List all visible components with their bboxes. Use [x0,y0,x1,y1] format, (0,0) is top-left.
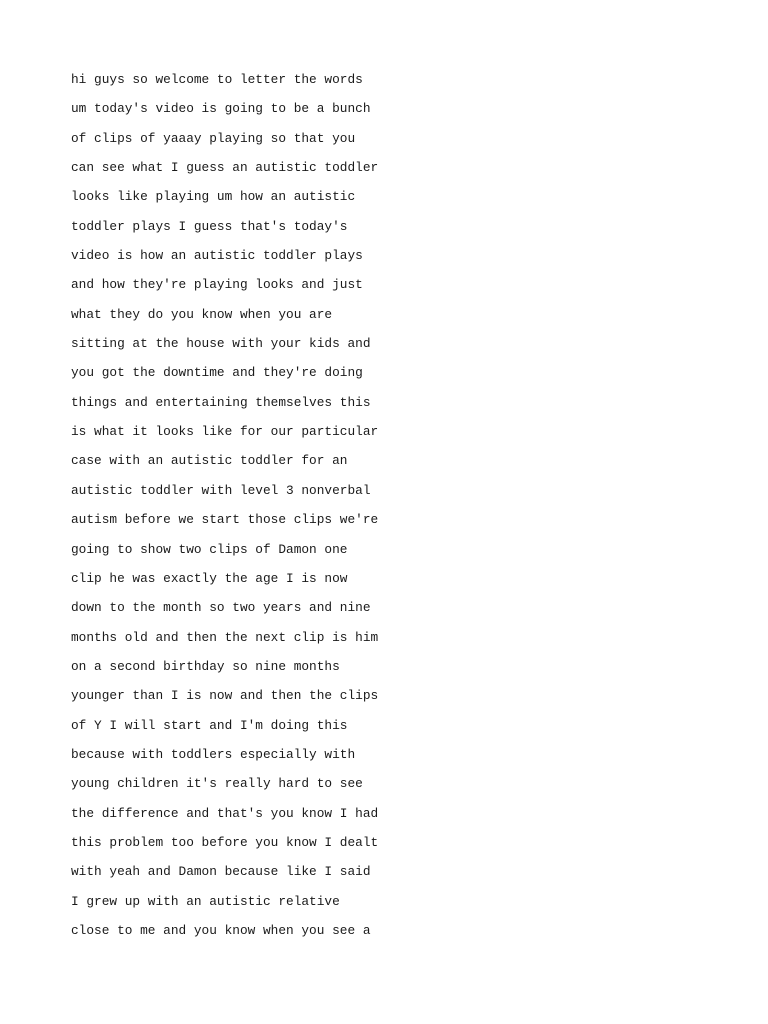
transcript-line: young children it's really hard to see [71,776,363,792]
transcript-line: the difference and that's you know I had [71,805,379,821]
transcript-line: because with toddlers especially with [71,746,356,762]
transcript-line: on a second birthday so nine months [71,658,340,674]
transcript-line: video is how an autistic toddler plays [71,248,363,264]
transcript-line: things and entertaining themselves this [71,394,371,410]
transcript-line: autistic toddler with level 3 nonverbal [71,482,371,498]
transcript-line: younger than I is now and then the clips [71,688,379,704]
transcript-line: I grew up with an autistic relative [71,893,340,909]
transcript-line: what they do you know when you are [71,306,333,322]
transcript-line: looks like playing um how an autistic [71,189,356,205]
transcript-line: hi guys so welcome to letter the words [71,72,363,87]
transcript-line: months old and then the next clip is him [71,629,379,645]
transcript-line: um today's video is going to be a bunch [71,101,371,117]
transcript-line: sitting at the house with your kids and [71,336,371,352]
transcript-line: going to show two clips of Damon one [71,541,348,557]
transcript-line: can see what I guess an autistic toddler [71,160,379,176]
transcript-line: is what it looks like for our particular [71,424,379,440]
transcript-line: of Y I will start and I'm doing this [71,717,348,733]
transcript-line: autism before we start those clips we're [71,512,379,528]
transcript-line: case with an autistic toddler for an [71,453,348,469]
transcript-text [71,65,378,945]
transcript-line: with yeah and Damon because like I said [71,864,371,880]
transcript-line: and how they're playing looks and just [71,277,363,293]
transcript-line: of clips of yaaay playing so that you [71,130,356,146]
transcript-line: down to the month so two years and nine [71,600,371,616]
transcript-line: close to me and you know when you see a [71,922,371,938]
transcript-line: you got the downtime and they're doing [71,365,363,381]
transcript-line: this problem too before you know I dealt [71,834,379,850]
transcript-line: toddler plays I guess that's today's [71,218,348,234]
transcript-line: clip he was exactly the age I is now [71,570,348,586]
